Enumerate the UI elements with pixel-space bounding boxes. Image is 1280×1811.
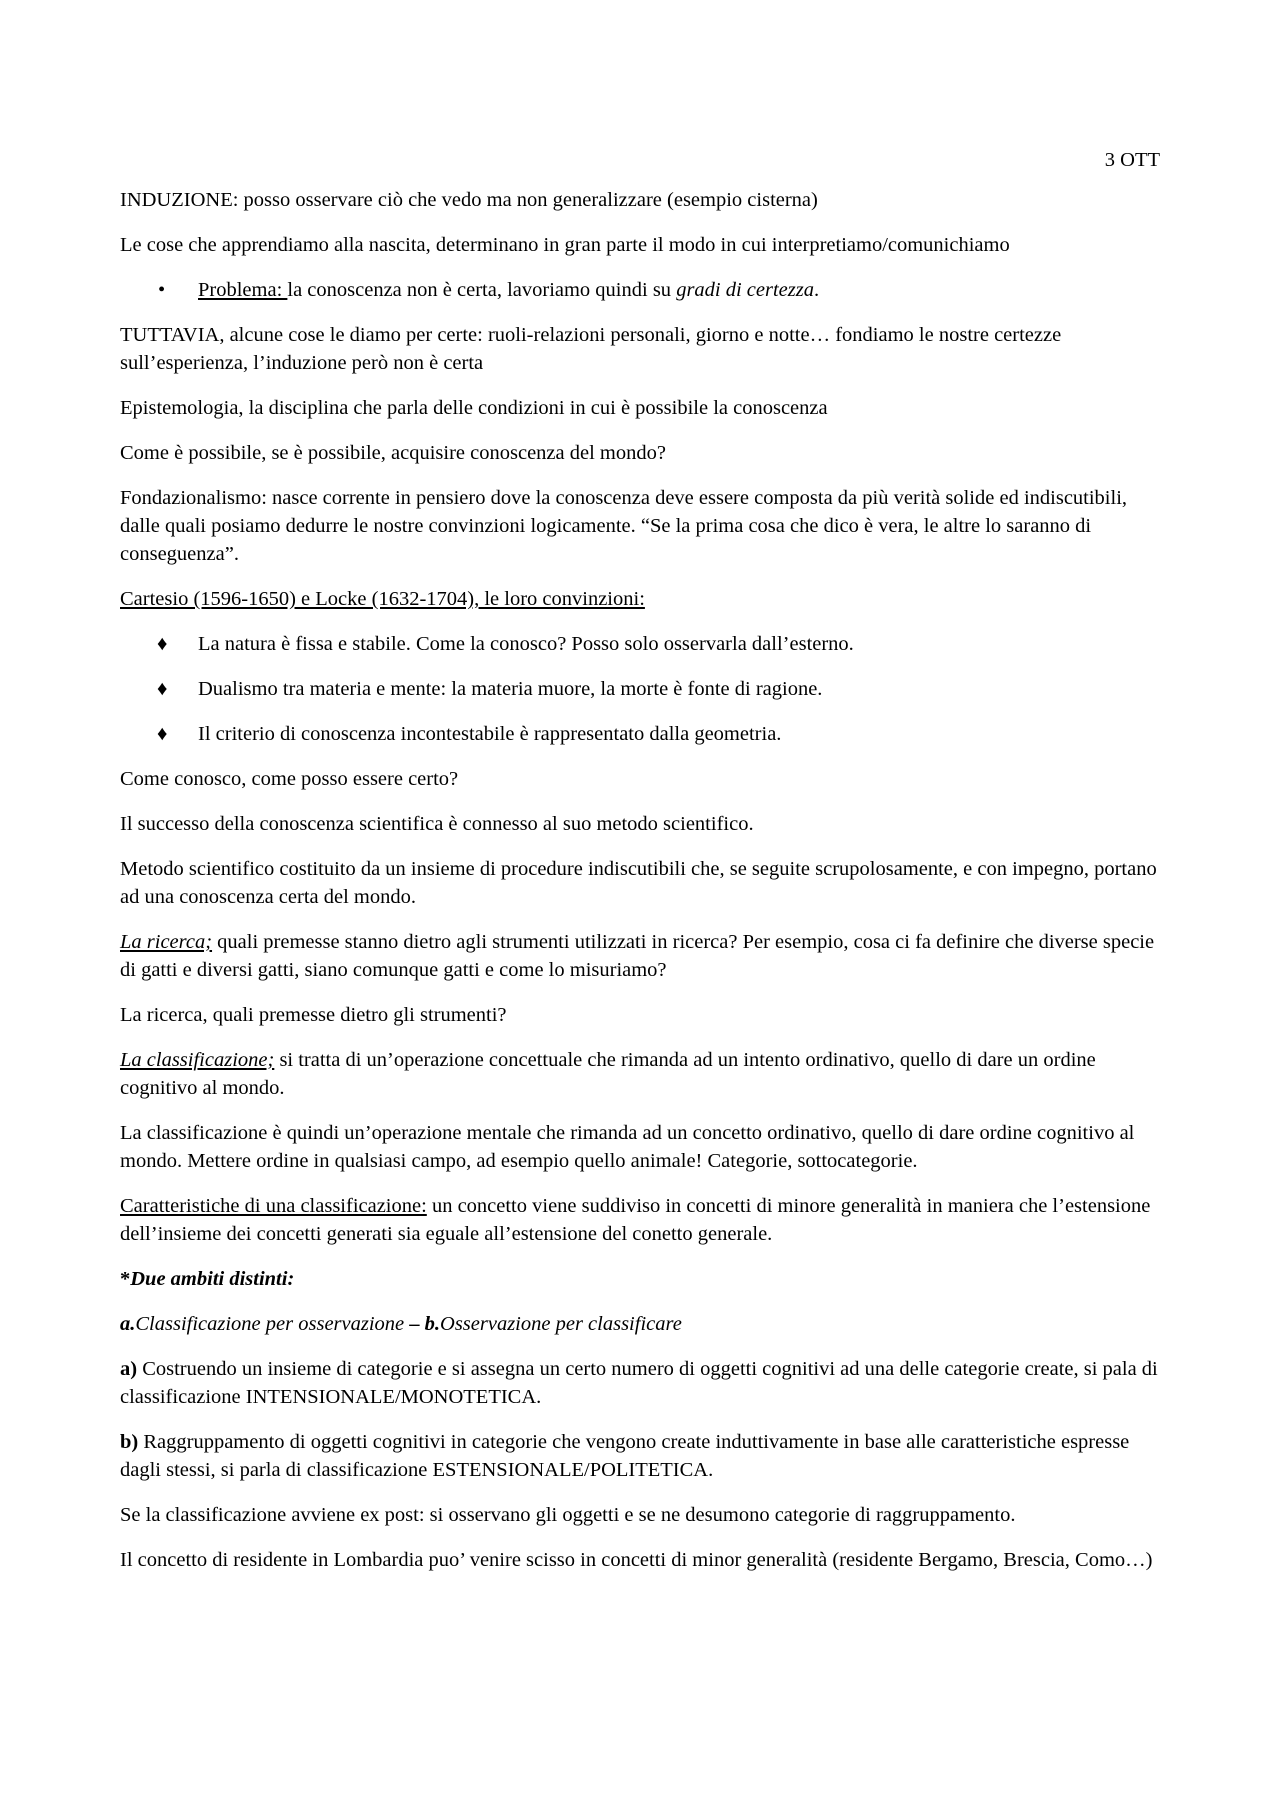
classificazione-label: La classificazione; (120, 1049, 275, 1071)
paragraph-cartesio: Cartesio (1596-1650) e Locke (1632-1704), le loro convinzioni: (120, 588, 645, 610)
paragraph-ex-post: Se la classificazione avviene ex post: si osservano gli oggetti e se ne desumono categorie di raggruppamento. (120, 1504, 1016, 1526)
a-label: a) (120, 1358, 138, 1380)
paragraph-ricerca (120, 928, 1160, 984)
ambiti-star: * (120, 1268, 131, 1290)
paragraph-lombardia: Il concetto di residente in Lombardia puo’ venire scisso in concetti di minor generalità (residente Bergamo, Brescia, Como…) (120, 1549, 1153, 1571)
caratteristiche-label: Caratteristiche di una classificazione: (120, 1195, 427, 1217)
ab-b-text: Osservazione per classificare (440, 1313, 682, 1335)
document-content (120, 146, 1160, 1591)
paragraph-nascita: Le cose che apprendiamo alla nascita, determinano in gran parte il modo in cui interpretiamo/comunichiamo (120, 234, 1010, 256)
paragraph-metodo: Metodo scientifico costituito da un insieme di procedure indiscutibili che, se seguite scrupolosamente, e con impegno, portano ad una conoscenza certa del mondo. (120, 858, 1157, 908)
bullet-diamond-icon: ♦ (157, 633, 168, 655)
ricerca-label: La ricerca; (120, 931, 213, 953)
problema-end: . (813, 279, 820, 301)
list-item (120, 630, 1160, 658)
b-label: b) (120, 1431, 139, 1453)
problema-label: Problema: (198, 279, 288, 301)
bullet-diamond-icon: ♦ (157, 723, 168, 745)
paragraph-classificazione-mentale: La classificazione è quindi un’operazione mentale che rimanda ad un concetto ordinativo, quello di dare ordine cognitivo al mondo. Mettere ordine in qualsiasi campo, ad esempio quello animale! Categorie, sottocategorie. (120, 1122, 1135, 1172)
convinzione-text: Il criterio di conoscenza incontestabile è rappresentato dalla geometria. (198, 723, 782, 745)
classificazione-text: si tratta di un’operazione concettuale che rimanda ad un intento ordinativo, quello di dare un ordine cognitivo al mondo. (120, 1049, 1096, 1099)
ricerca-text: quali premesse stanno dietro agli strumenti utilizzati in ricerca? Per esempio, cosa ci fa definire che diverse specie di gatti e diversi gatti, siano comunque gatti e come lo misuriamo? (120, 931, 1155, 981)
ab-a-label: a. (120, 1313, 136, 1335)
paragraph-come-conosco: Come conosco, come posso essere certo? (120, 768, 459, 790)
problema-text: la conoscenza non è certa, lavoriamo quindi su (287, 279, 677, 301)
paragraph-successo: Il successo della conoscenza scientifica è connesso al suo metodo scientifico. (120, 813, 754, 835)
paragraph-fondazionalismo: Fondazionalismo: nasce corrente in pensiero dove la conoscenza deve essere composta da più verità solide ed indiscutibili, dalle quali posiamo dedurre le nostre convinzioni logicamente. “Se la prima cosa che dico è vera, le altre lo saranno di conseguenza”. (120, 487, 1128, 565)
ambiti-text: Due ambiti distinti: (130, 1268, 295, 1290)
b-text: Raggruppamento di oggetti cognitivi in categorie che vengono create induttivamente in base alle caratteristiche espresse dagli stessi, si parla di classificazione ESTENSIONALE/POLITETICA. (120, 1431, 1130, 1481)
paragraph-ambiti (120, 1265, 1160, 1293)
paragraph-ab (120, 1310, 1160, 1338)
paragraph-induzione: INDUZIONE: posso osservare ciò che vedo ma non generalizzare (esempio cisterna) (120, 189, 818, 211)
a-text: Costruendo un insieme di categorie e si assegna un certo numero di oggetti cognitivi ad una delle categorie create, si pala di classificazione INTENSIONALE/MONOTETICA. (120, 1358, 1158, 1408)
paragraph-b (120, 1428, 1160, 1484)
convinzioni-list (120, 630, 1160, 748)
problema-italic: gradi di certezza (676, 279, 814, 301)
paragraph-ricerca-premesse: La ricerca, quali premesse dietro gli strumenti? (120, 1004, 507, 1026)
convinzione-text: Dualismo tra materia e mente: la materia muore, la morte è fonte di ragione. (198, 678, 823, 700)
bullet-diamond-icon: ♦ (157, 678, 168, 700)
problema-list (120, 276, 1160, 304)
ab-b-label: b. (424, 1313, 441, 1335)
paragraph-tuttavia: TUTTAVIA, alcune cose le diamo per certe: ruoli-relazioni personali, giorno e notte… fondiamo le nostre certezze sull’esperienza, l’induzione però non è certa (120, 324, 1062, 374)
convinzione-text: La natura è fissa e stabile. Come la conosco? Posso solo osservarla dall’esterno. (198, 633, 854, 655)
bullet-dot-icon: • (158, 279, 166, 301)
paragraph-caratteristiche (120, 1192, 1160, 1248)
paragraph-classificazione (120, 1046, 1160, 1102)
date-label: 3 OTT (1104, 149, 1160, 171)
list-item-problema (120, 276, 1160, 304)
paragraph-epistemologia: Epistemologia, la disciplina che parla delle condizioni in cui è possibile la conoscenza (120, 397, 828, 419)
ab-a-text: Classificazione per osservazione (135, 1313, 405, 1335)
list-item (120, 675, 1160, 703)
caratteristiche-text: un concetto viene suddiviso in concetti di minore generalità in maniera che l’estensione dell’insieme dei concetti generati sia eguale all’estensione del conetto generale. (120, 1195, 1151, 1245)
paragraph-come-possibile: Come è possibile, se è possibile, acquisire conoscenza del mondo? (120, 442, 666, 464)
list-item (120, 720, 1160, 748)
ab-separator: – (404, 1313, 425, 1335)
paragraph-a (120, 1355, 1160, 1411)
